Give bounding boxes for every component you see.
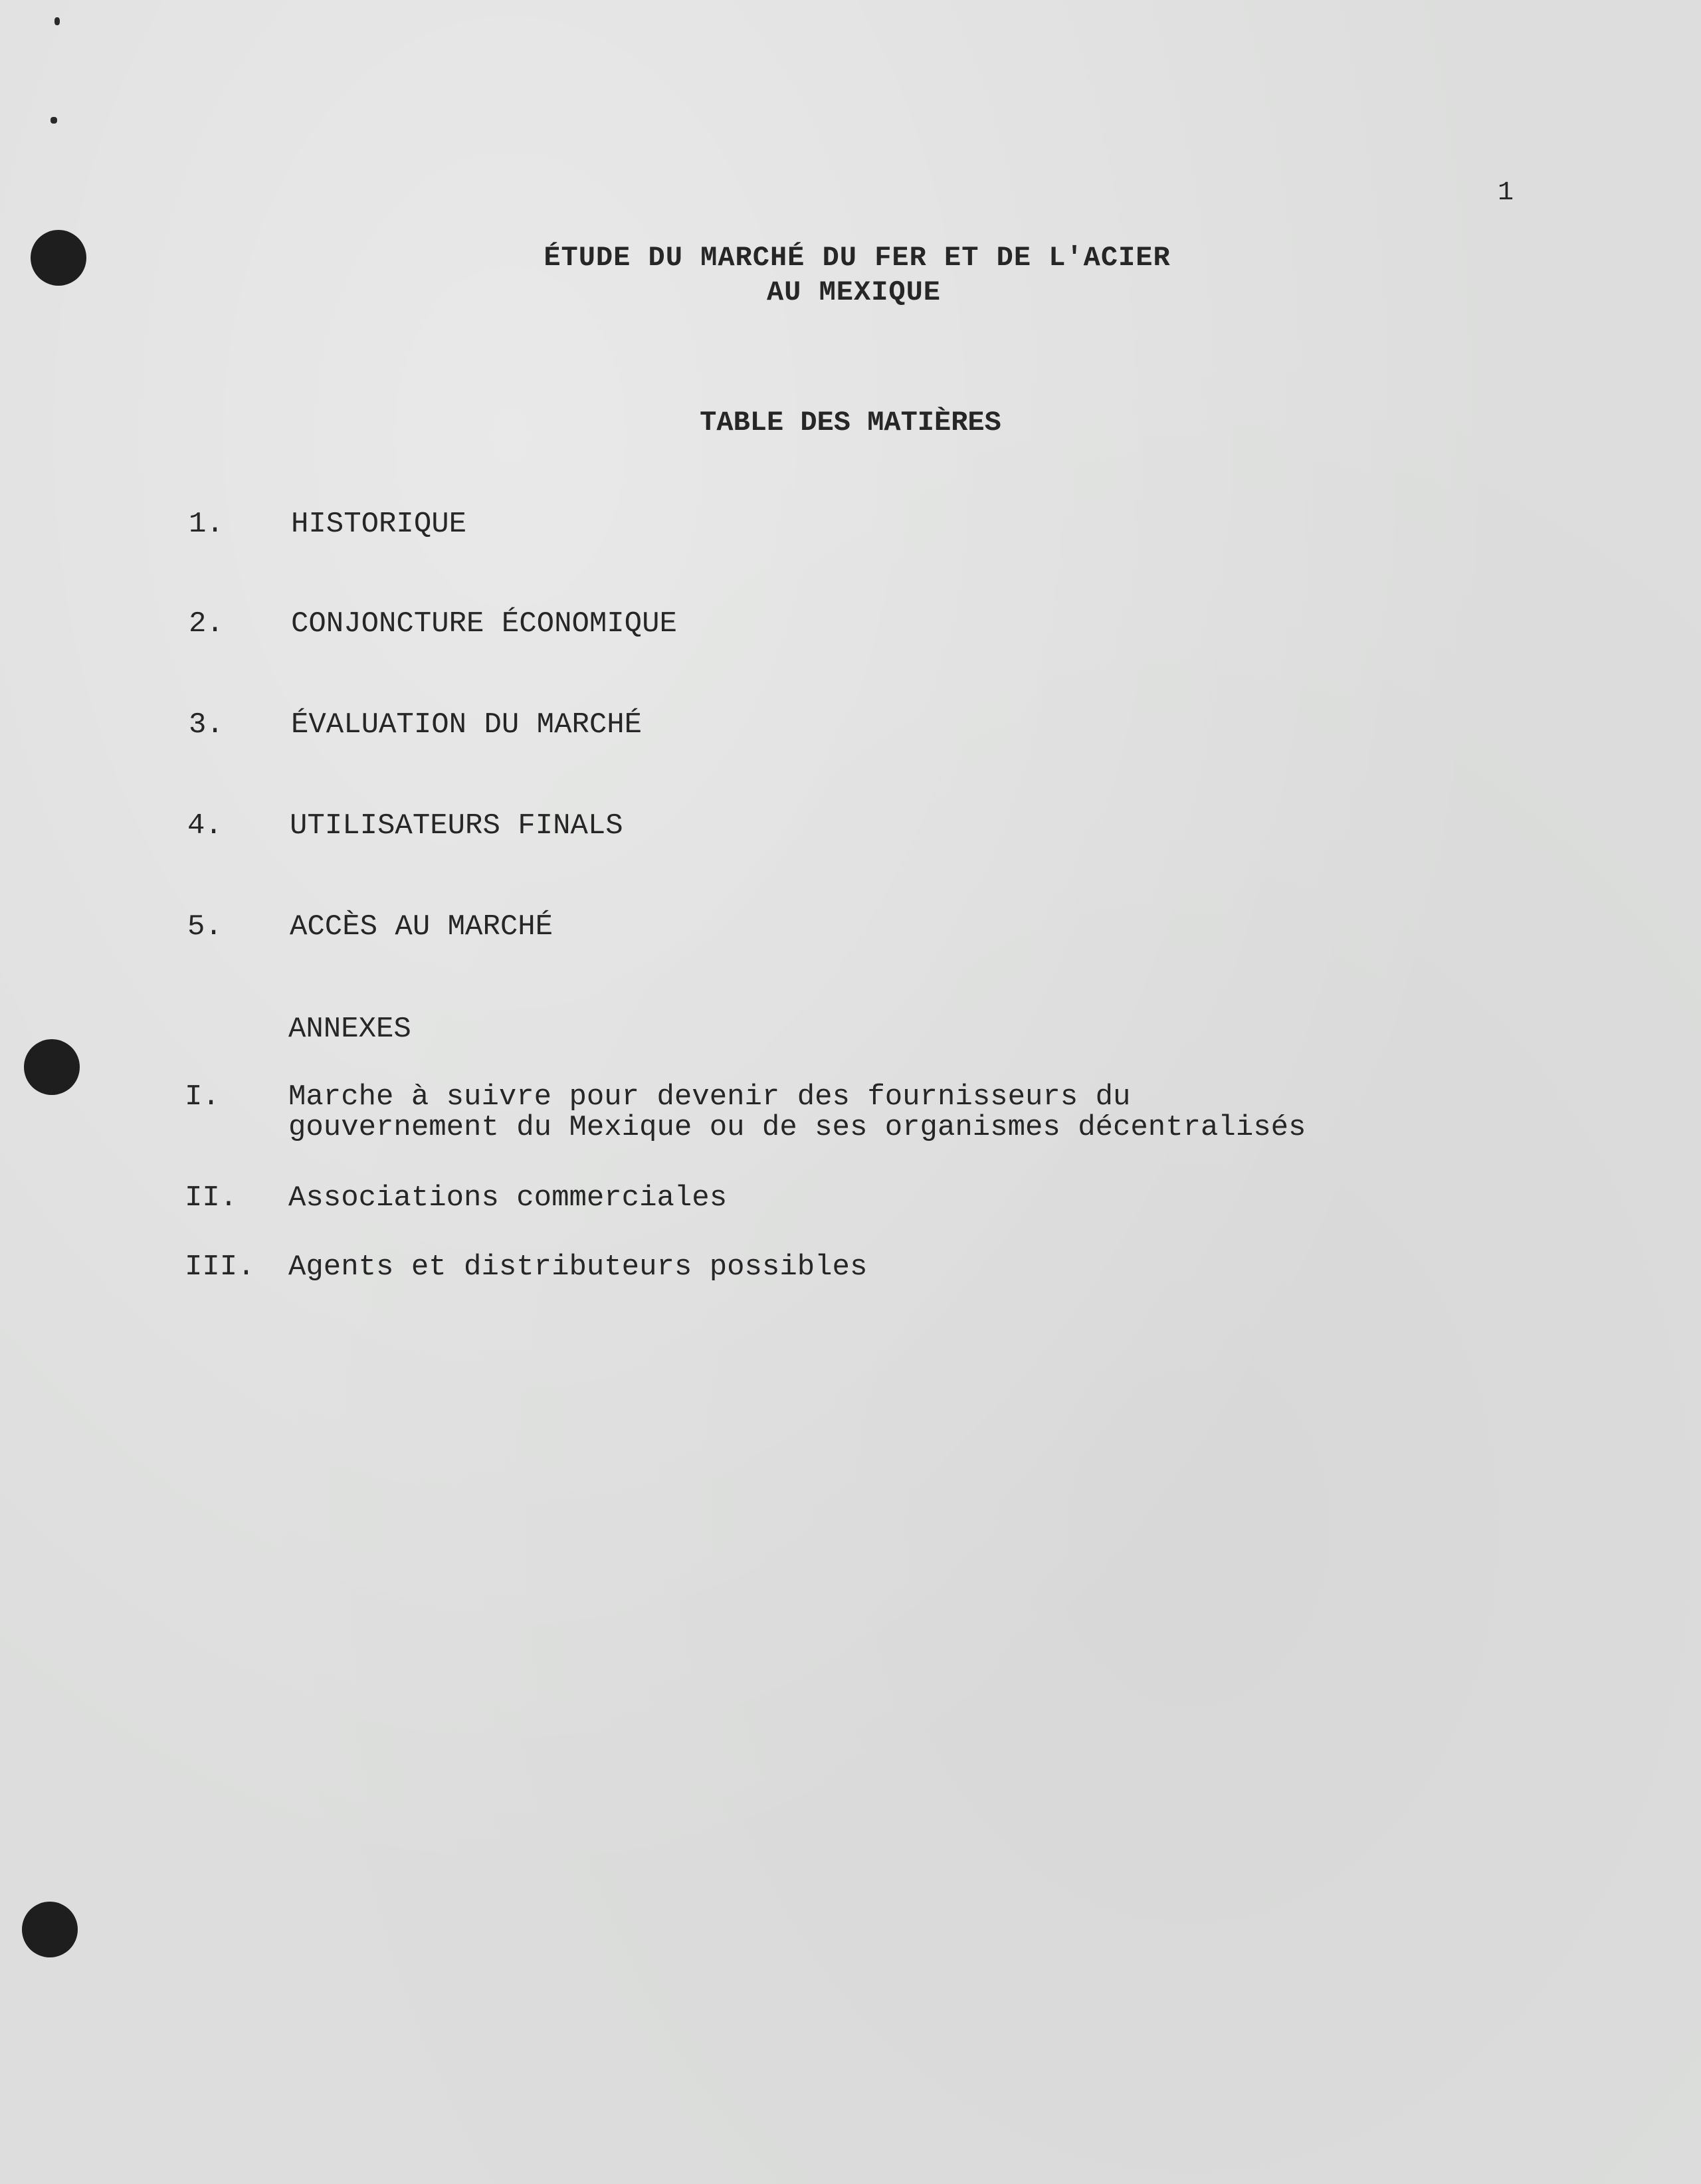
toc-item-label: ACCÈS AU MARCHÉ bbox=[290, 910, 553, 943]
toc-item-label: ÉVALUATION DU MARCHÉ bbox=[291, 708, 643, 742]
title-line-1: ÉTUDE DU MARCHÉ DU FER ET DE L'ACIER bbox=[544, 242, 1171, 274]
document-title bbox=[0, 241, 1701, 310]
annex-item-number: III. bbox=[185, 1250, 255, 1284]
annex-item-label-line-2: gouvernement du Mexique ou de ses organismes décentralisés bbox=[288, 1111, 1306, 1144]
annexes-heading: ANNEXES bbox=[288, 1013, 411, 1046]
annex-item-number: II. bbox=[185, 1181, 238, 1215]
annex-item-label: Agents et distributeurs possibles bbox=[288, 1250, 868, 1284]
annex-item-label: Associations commerciales bbox=[288, 1181, 728, 1215]
toc-item-number: 5. bbox=[187, 910, 223, 943]
toc-item-number: 3. bbox=[189, 708, 224, 742]
binder-hole bbox=[22, 1902, 78, 1957]
binder-hole bbox=[24, 1039, 80, 1095]
annex-item-label bbox=[288, 1082, 1306, 1143]
scan-speck bbox=[50, 117, 57, 124]
toc-item-number: 1. bbox=[189, 508, 224, 541]
toc-item-label: HISTORIQUE bbox=[291, 508, 467, 541]
toc-heading: TABLE DES MATIÈRES bbox=[700, 407, 1001, 439]
toc-item-number: 2. bbox=[189, 607, 224, 641]
page-number: 1 bbox=[1498, 178, 1514, 208]
scan-speck bbox=[54, 17, 60, 25]
toc-item-label: UTILISATEURS FINALS bbox=[290, 809, 623, 843]
title-line-2: AU MEXIQUE bbox=[766, 276, 942, 308]
toc-item-label: CONJONCTURE ÉCONOMIQUE bbox=[291, 607, 677, 641]
toc-item-number: 4. bbox=[187, 809, 223, 843]
annex-item-label-line-1: Marche à suivre pour devenir des fournisseurs du bbox=[288, 1080, 1131, 1114]
annex-item-number: I. bbox=[185, 1080, 220, 1114]
